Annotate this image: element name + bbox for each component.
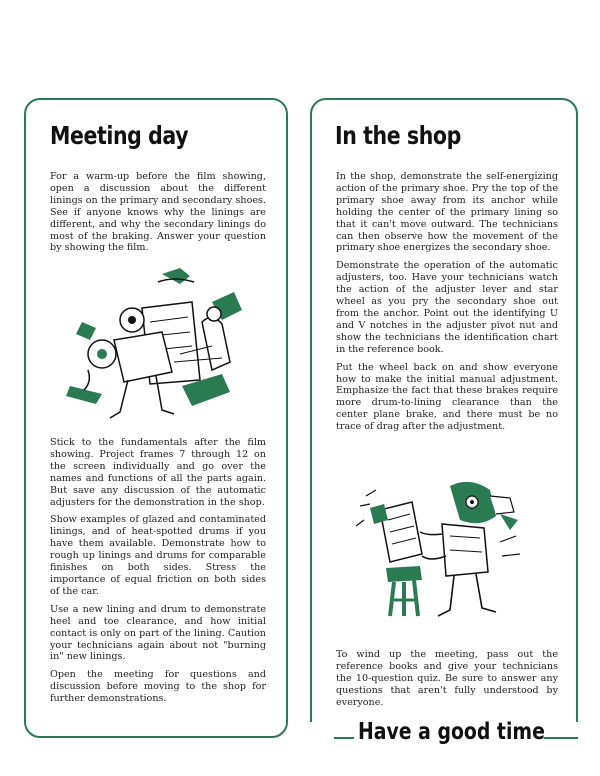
technician-with-book-illustration <box>350 476 530 626</box>
in-the-shop-body <box>336 171 558 439</box>
footer-rule-left <box>334 737 354 739</box>
body-paragraph-2: Show examples of glazed and contaminated linings, and of heat-spotted drums if you have them available. Demonstrate how to rough up linings and drums for comparable finishes on both sides. Stress the importance of equal friction on both sides of the car. <box>50 514 266 597</box>
shop-paragraph-1: In the shop, demonstrate the self-energizing action of the primary shoe. Pry the top of the primary shoe away from its anchor while holding the center of the primary lining so that it can't move outward. The technicians can then observe how the movement of the primary shoe energizes the secondary shoe. <box>336 171 558 254</box>
have-a-good-time-banner: Have a good time <box>358 719 545 745</box>
meeting-day-body <box>50 437 266 711</box>
shop-paragraph-3: Put the wheel back on and show everyone how to make the initial manual adjustment. Emphasize the fact that these brakes require more drum-to-lining clearance than the center plane brake, and there must be no trace of drag after the adjustment. <box>336 361 558 433</box>
film-projector-illustration <box>62 262 262 434</box>
shop-paragraph-2: Demonstrate the operation of the automatic adjusters, too. Have your technicians watch the action of the adjuster lever and star wheel as you pry the secondary shoe out from the anchor. Point out the identifying U and V notches in the adjuster pivot nut and show the technicians the identification chart in the reference book. <box>336 260 558 355</box>
in-the-shop-title: In the shop <box>335 121 461 150</box>
closing-paragraph: To wind up the meeting, pass out the reference books and give your technicians the 10-question quiz. Be sure to answer any questions that aren't fully understood by everyone. <box>336 649 558 708</box>
intro-paragraph: For a warm-up before the film showing, open a discussion about the different linings on the primary and secondary shoes. See if anyone knows why the linings are different, and why the secondary linings do most of the braking. Answer your question by showing the film. <box>50 171 266 254</box>
footer-rule-right <box>544 737 578 739</box>
closing-text <box>336 649 558 715</box>
body-paragraph-3: Use a new lining and drum to demonstrate heel and toe clearance, and how initial contact is only on part of the lining. Caution your technicians again about not "burning in" new linings. <box>50 603 266 663</box>
meeting-day-title: Meeting day <box>50 121 189 150</box>
body-paragraph-1: Stick to the fundamentals after the film showing. Project frames 7 through 12 on the screen individually and go over the names and functions of all the parts again. But save any discussion of the automatic adjusters for the demonstration in the shop. <box>50 437 266 508</box>
meeting-day-intro <box>50 171 266 260</box>
body-paragraph-4: Open the meeting for questions and discussion before moving to the shop for further demonstrations. <box>50 669 266 705</box>
